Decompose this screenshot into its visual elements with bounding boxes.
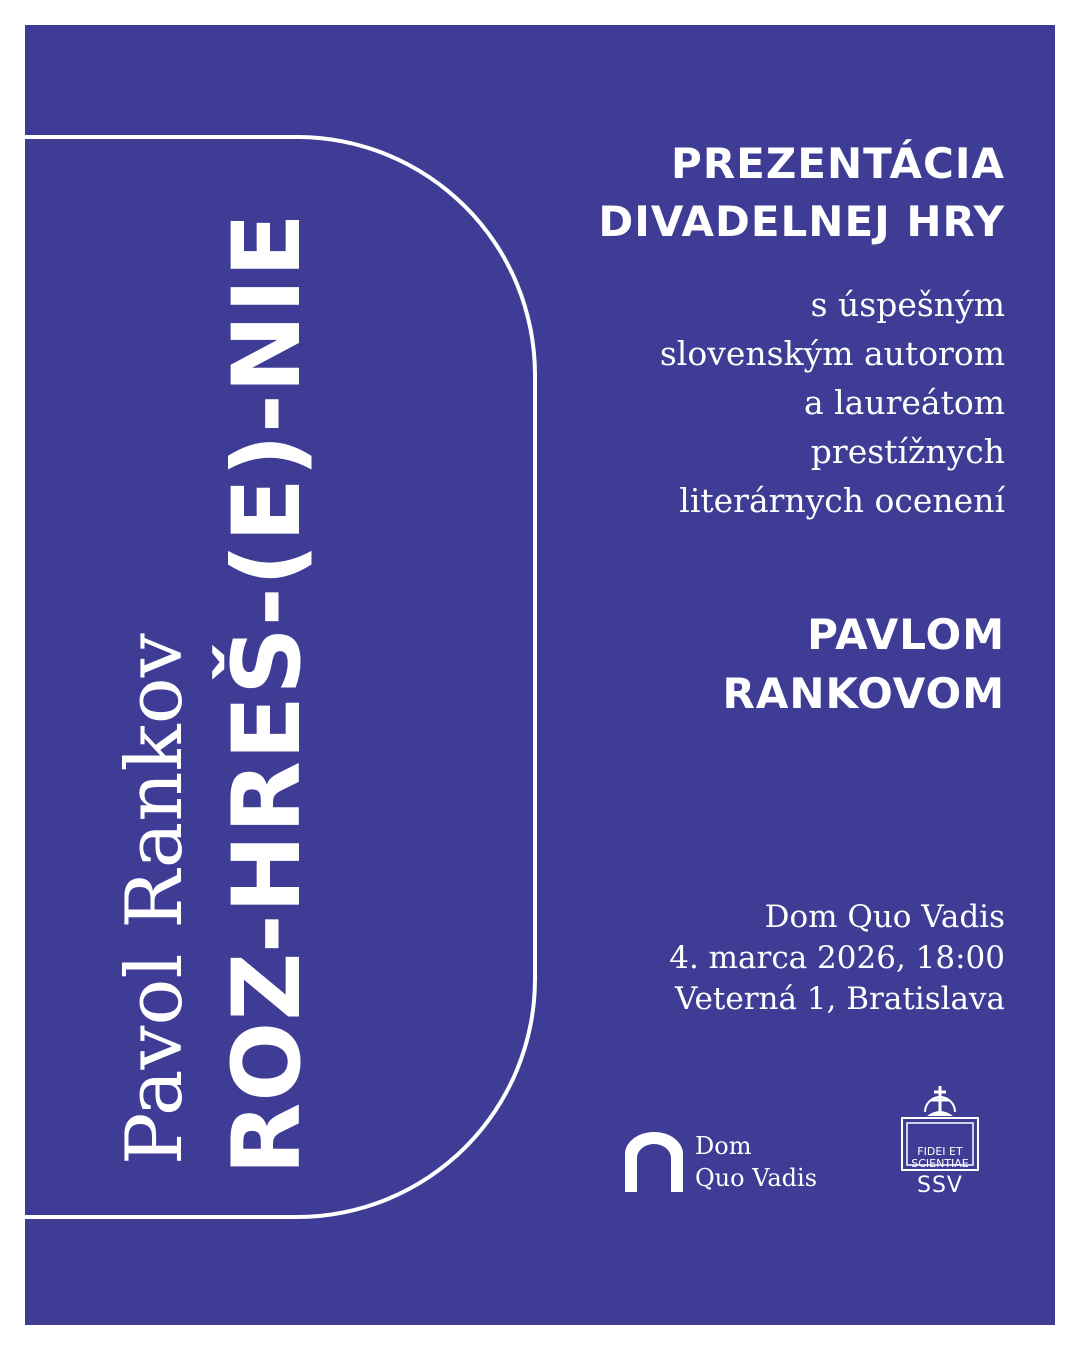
guest-line: PAVLOM xyxy=(807,610,1005,659)
event-poster xyxy=(25,25,1055,1325)
heading-line: PREZENTÁCIA xyxy=(671,139,1005,188)
dom-quo-vadis-logo xyxy=(623,1130,853,1200)
venue-line: Dom Quo Vadis xyxy=(764,899,1005,935)
guest-name xyxy=(723,605,1006,723)
ssv-motto-line: SCIENTIAE xyxy=(911,1157,969,1170)
description-line: slovenským autorom xyxy=(659,334,1005,373)
description-line: prestížnych xyxy=(810,432,1005,471)
description-line: literárnych ocenení xyxy=(679,481,1005,520)
dom-quo-vadis-logo-text: Dom Quo Vadis xyxy=(695,1132,818,1192)
author-name: Pavol Rankov xyxy=(110,633,200,1165)
date-time-line: 4. marca 2026, 18:00 xyxy=(669,940,1005,976)
play-title: ROZ-HREŠ-(E)-NIE xyxy=(213,212,322,1175)
heading-line: DIVADELNEJ HRY xyxy=(598,197,1005,246)
address-line: Veterná 1, Bratislava xyxy=(675,981,1005,1017)
arch-icon xyxy=(623,1130,685,1192)
venue-info xyxy=(669,897,1005,1020)
event-description xyxy=(660,280,1005,525)
description-line: s úspešným xyxy=(810,285,1005,324)
event-heading xyxy=(598,135,1005,251)
description-line: a laureátom xyxy=(803,383,1005,422)
ssv-motto-line: FIDEI ET xyxy=(917,1145,963,1158)
guest-line: RANKOVOM xyxy=(722,669,1005,718)
ssv-logo xyxy=(897,1072,983,1202)
ssv-name: SSV xyxy=(917,1173,963,1198)
